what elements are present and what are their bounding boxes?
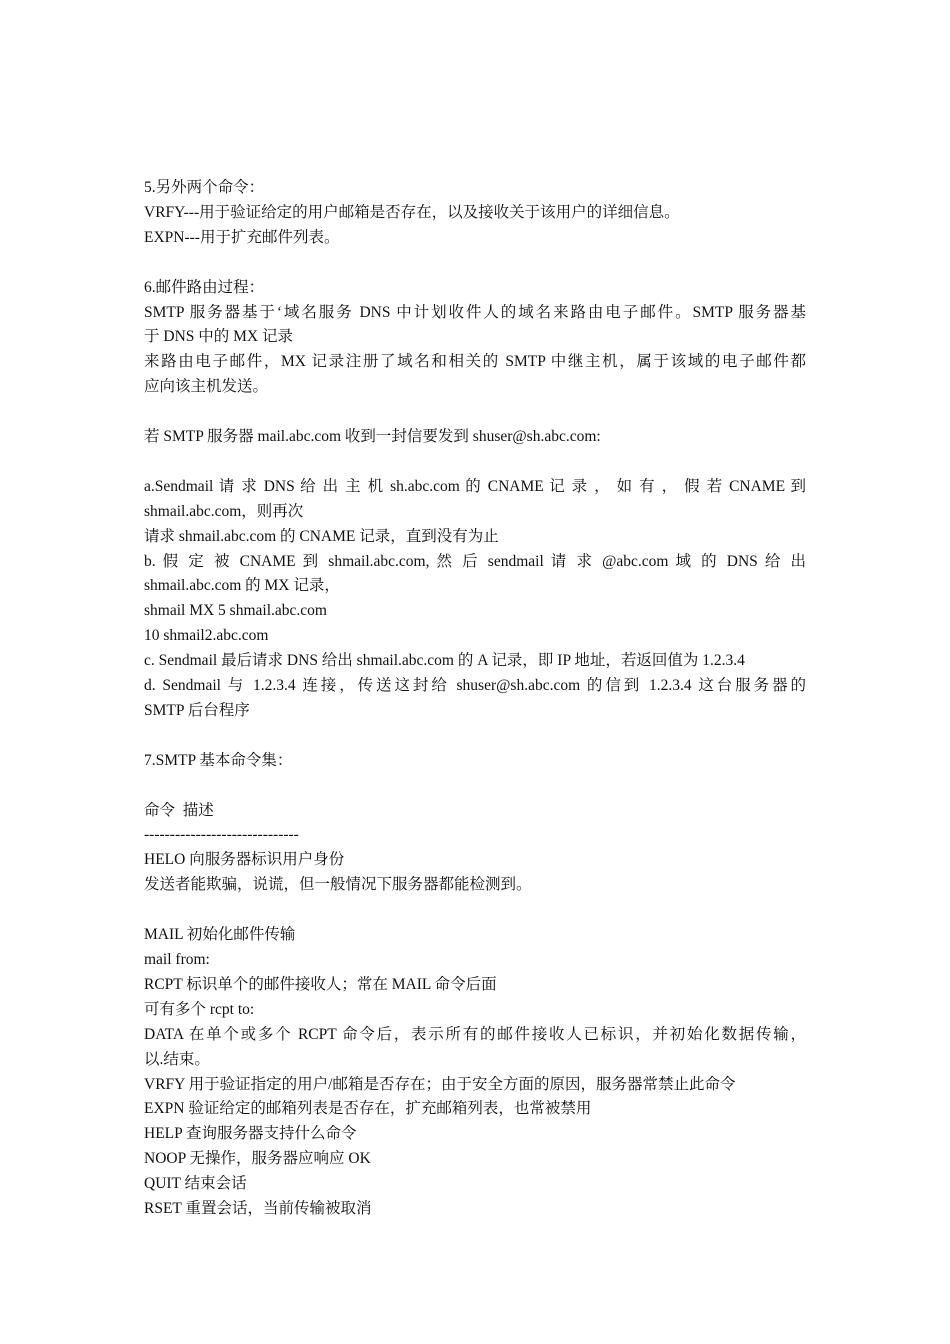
step-a-line: shmail.abc.com，则再次 — [144, 502, 304, 520]
command-vrfy: VRFY 用于验证指定的用户/邮箱是否存在；由于安全方面的原因，服务器常禁止此命令 — [144, 1075, 736, 1093]
routing-paragraph-line: 来路由电子邮件，MX 记录注册了域名和相关的 SMTP 中继主机，属于该域的电子邮件都 — [144, 353, 806, 371]
command-data: DATA 在单个或多个 RCPT 命令后，表示所有的邮件接收人已标识，并初始化数据传输， — [144, 1025, 806, 1043]
blank-line — [144, 450, 806, 475]
command-helo-note: 发送者能欺骗，说谎，但一般情况下服务器都能检测到。 — [144, 876, 532, 894]
step-c-line: c. Sendmail 最后请求 DNS 给出 shmail.abc.com 的 A 记录，即 IP 地址，若返回值为 1.2.3.4 — [144, 652, 745, 670]
vrfy-description: VRFY---用于验证给定的用户邮箱是否存在，以及接收关于该用户的详细信息。 — [144, 203, 680, 221]
expn-description: EXPN---用于扩充邮件列表。 — [144, 228, 340, 246]
routing-paragraph-line: SMTP 服务器基于‘域名服务 DNS 中计划收件人的域名来路由电子邮件。SMTP 服务器基 — [144, 303, 806, 321]
step-d-line: d. Sendmail 与 1.2.3.4 连接，传送这封给 shuser@sh.abc.com 的信到 1.2.3.4 这台服务器的 — [144, 677, 806, 695]
mx-record-line: 10 shmail2.abc.com — [144, 627, 269, 645]
command-help: HELP 查询服务器支持什么命令 — [144, 1125, 357, 1143]
step-b-line: shmail.abc.com 的 MX 记录， — [144, 577, 340, 595]
step-a-line: a.Sendmail 请 求 DNS 给 出 主 机 sh.abc.com 的 CNAME 记 录 ， 如 有 ， 假 若 CNAME 到 — [144, 477, 806, 495]
command-helo: HELO 向服务器标识用户身份 — [144, 851, 345, 869]
step-d-line: SMTP 后台程序 — [144, 701, 250, 719]
blank-line — [144, 724, 806, 749]
routing-example-intro: 若 SMTP 服务器 mail.abc.com 收到一封信要发到 shuser@sh.abc.com: — [144, 428, 601, 446]
document-body — [144, 176, 806, 1222]
section-7-title: 7.SMTP 基本命令集： — [144, 751, 293, 769]
command-mail-from: mail from: — [144, 951, 210, 968]
blank-line — [144, 251, 806, 276]
command-data: 以.结束。 — [144, 1050, 210, 1068]
mx-record-line: shmail MX 5 shmail.abc.com — [144, 602, 327, 620]
blank-line — [144, 774, 806, 799]
section-6-title: 6.邮件路由过程： — [144, 278, 265, 296]
command-table-header: 命令 描述 — [144, 801, 214, 819]
blank-line — [144, 400, 806, 425]
blank-line — [144, 898, 806, 923]
command-rcpt: RCPT 标识单个的邮件接收人；常在 MAIL 命令后面 — [144, 975, 497, 993]
step-b-line: b. 假 定 被 CNAME 到 shmail.abc.com, 然 后 sendmail 请 求 @abc.com 域 的 DNS 给 出 — [144, 552, 806, 570]
command-table-divider: ------------------------------ — [144, 826, 299, 844]
command-expn: EXPN 验证给定的邮箱列表是否存在，扩充邮箱列表，也常被禁用 — [144, 1100, 592, 1118]
command-mail: MAIL 初始化邮件传输 — [144, 926, 296, 944]
command-rset: RSET 重置会话，当前传输被取消 — [144, 1200, 372, 1218]
step-a-line: 请求 shmail.abc.com 的 CNAME 记录，直到没有为止 — [144, 527, 499, 545]
section-5-title: 5.另外两个命令： — [144, 179, 265, 196]
command-rcpt-to: 可有多个 rcpt to: — [144, 1000, 255, 1018]
routing-paragraph-line: 应向该主机发送。 — [144, 378, 269, 396]
command-quit: QUIT 结束会话 — [144, 1175, 247, 1193]
routing-paragraph-line: 于 DNS 中的 MX 记录 — [144, 328, 293, 346]
command-noop: NOOP 无操作，服务器应响应 OK — [144, 1150, 371, 1168]
